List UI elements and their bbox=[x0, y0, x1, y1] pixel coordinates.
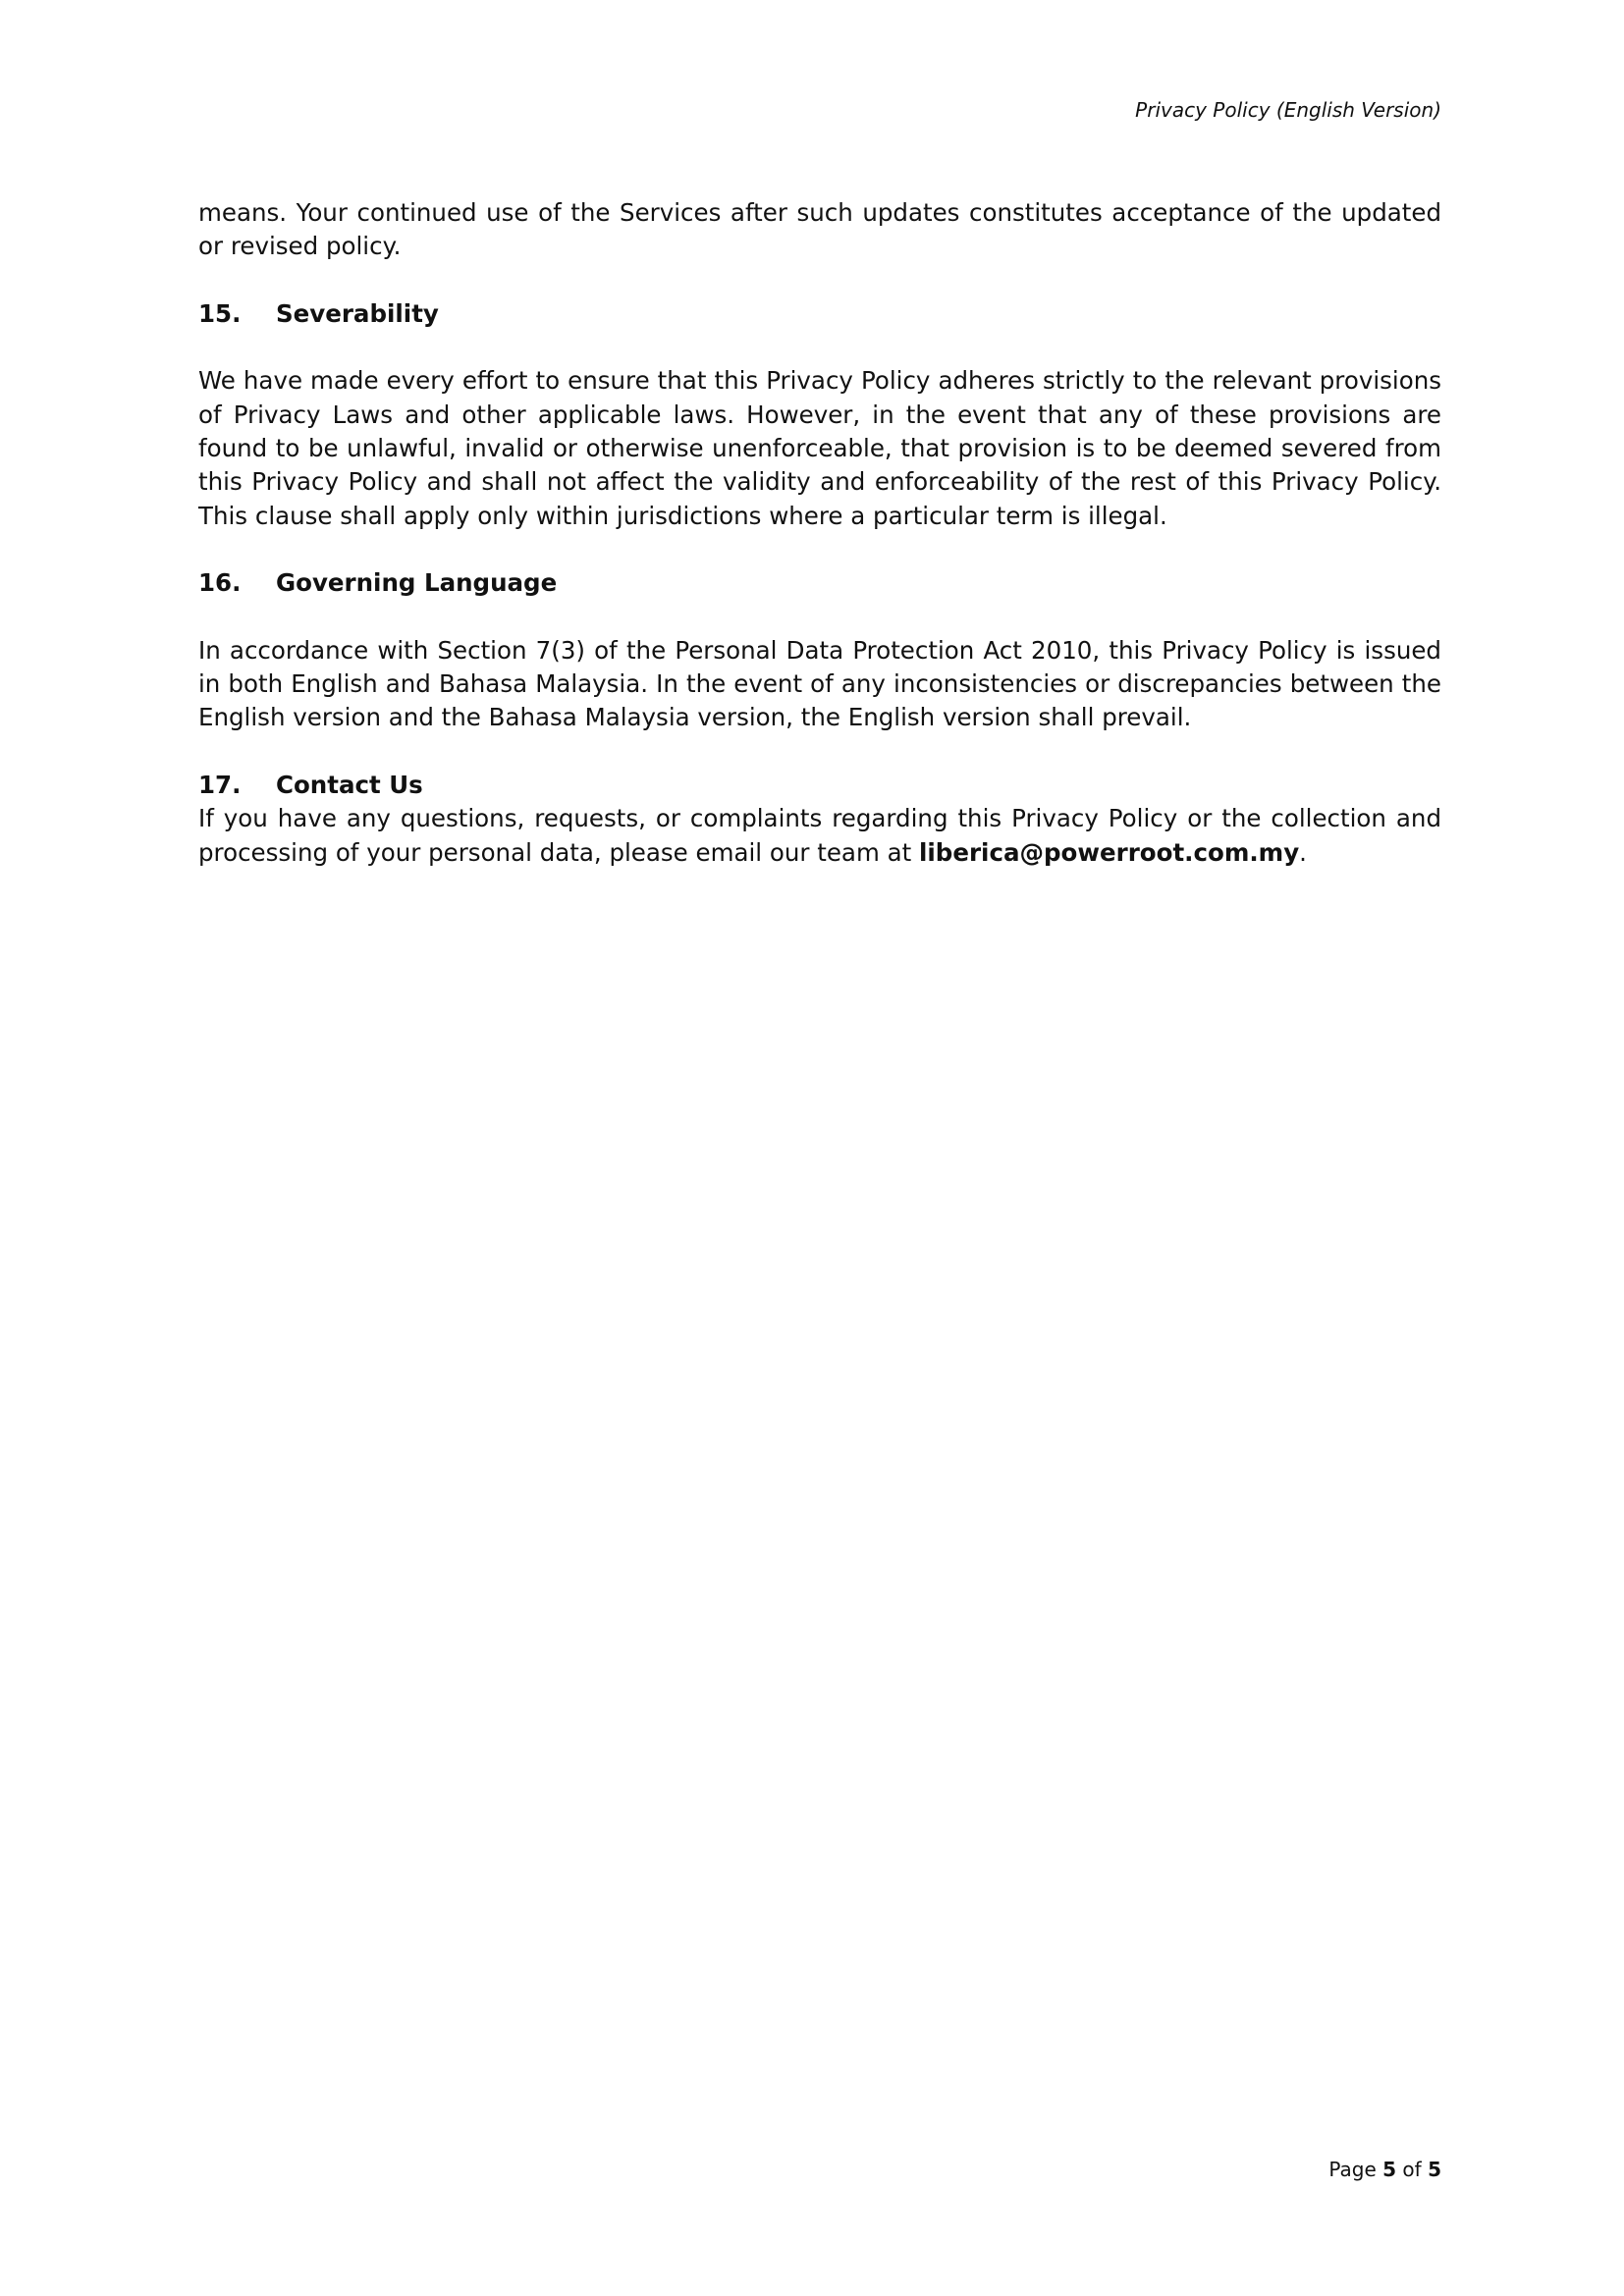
section-16-body: In accordance with Section 7(3) of the Personal Data Protection Act 2010, this Privacy Policy is issued in both English and Bahasa Malaysia. In the event of any inconsistencies or discrepancies between the English version and the Bahasa Malaysia version, the English version shall prevail. bbox=[198, 635, 1441, 732]
spacer bbox=[198, 264, 1441, 297]
spacer bbox=[198, 533, 1441, 566]
document-body bbox=[198, 196, 1441, 870]
section-number: 17. bbox=[198, 770, 242, 799]
section-16-heading bbox=[198, 566, 1441, 600]
spacer bbox=[198, 601, 1441, 634]
spacer bbox=[198, 331, 1441, 364]
section-title: Severability bbox=[276, 298, 439, 328]
section-title: Governing Language bbox=[276, 568, 558, 598]
of-word: of bbox=[1396, 2158, 1429, 2181]
section-17-body bbox=[198, 802, 1441, 870]
total-pages: 5 bbox=[1428, 2158, 1441, 2181]
page-number bbox=[1328, 2156, 1441, 2183]
contact-email[interactable]: liberica@powerroot.com.my bbox=[919, 837, 1300, 867]
spacer bbox=[198, 735, 1441, 769]
continuation-paragraph: means. Your continued use of the Services after such updates constitutes acceptance of the updated or revised policy. bbox=[198, 198, 1441, 261]
section-15-heading bbox=[198, 297, 1441, 331]
contact-text: If you have any questions, requests, or complaints regarding this Privacy Policy or the collection and processing of your personal data, please email our team at bbox=[198, 804, 1441, 867]
contact-text-end: . bbox=[1299, 837, 1307, 867]
section-number: 16. bbox=[198, 568, 242, 598]
section-title: Contact Us bbox=[276, 770, 423, 799]
current-page: 5 bbox=[1382, 2158, 1397, 2181]
section-15-body: We have made every effort to ensure that this Privacy Policy adheres strictly to the relevant provisions of Privacy Laws and other applicable laws. However, in the event that any of these provisions are found to be unlawful, invalid or otherwise unenforceable, that provision is to be deemed severed from this Privacy Policy and shall not affect the validity and enforceability of the rest of this Privacy Policy. This clause shall apply only within jurisdictions where a particular term is illegal. bbox=[198, 366, 1441, 530]
page-word: Page bbox=[1328, 2158, 1383, 2181]
page-header: Privacy Policy (English Version) bbox=[1135, 98, 1441, 122]
section-number: 15. bbox=[198, 298, 242, 328]
section-17-heading bbox=[198, 769, 1441, 802]
